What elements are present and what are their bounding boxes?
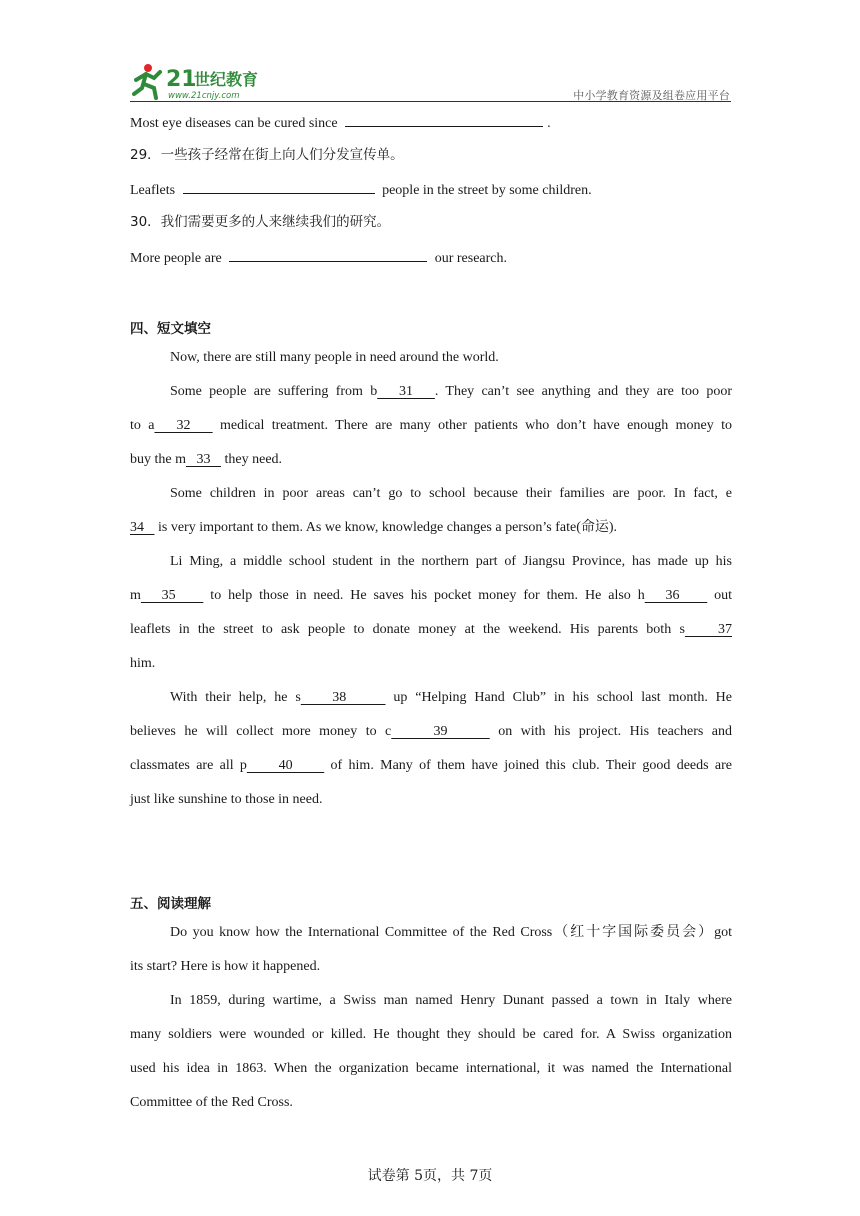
q28-prefix: Most eye diseases can be cured since: [130, 116, 338, 131]
section5-passage: [130, 923, 732, 1127]
q29-blank[interactable]: [183, 179, 375, 194]
answer-blank[interactable]: 33: [186, 452, 221, 467]
passage-row: Some people are suffering from b 31 . They can’t see anything and they are too poor: [170, 384, 732, 399]
passage-row: believes he will collect more money to c 39 on with his project. His teachers and: [130, 724, 732, 739]
platform-name: 中小学教育资源及组卷应用平台: [573, 89, 730, 102]
answer-blank[interactable]: 31: [377, 384, 435, 399]
q28-line: [130, 112, 551, 134]
passage-row: In 1859, during wartime, a Swiss man named Henry Dunant passed a town in Italy where: [170, 993, 732, 1008]
passage-row: Committee of the Red Cross.: [130, 1095, 293, 1110]
svg-text:世纪教育: 世纪教育: [194, 70, 259, 89]
logo: [130, 60, 270, 102]
q29-prompt: 29．一些孩子经常在街上向人们分发宣传单。: [130, 147, 404, 163]
passage-row: to a 32 medical treatment. There are many other patients who don’t have enough money to: [130, 418, 732, 433]
passage-row: just like sunshine to those in need.: [130, 792, 323, 807]
svg-text:21: 21: [166, 67, 197, 92]
q30-prefix: More people are: [130, 251, 222, 266]
section5-title: 五、阅读理解: [130, 896, 211, 912]
answer-blank[interactable]: 36: [644, 588, 708, 603]
svg-text:www.21cnjy.com: www.21cnjy.com: [168, 91, 240, 101]
q28-suffix: .: [547, 116, 551, 131]
q30-suffix: our research.: [434, 251, 508, 266]
q30-line: [130, 247, 507, 269]
passage-row: classmates are all p 40 of him. Many of them have joined this club. Their good deeds are: [130, 758, 733, 773]
passage-row: Do you know how the International Committee of the Red Cross（红十字国际委员会）got: [170, 925, 732, 940]
answer-blank[interactable]: 39: [391, 724, 490, 739]
answer-blank[interactable]: 40: [246, 758, 325, 773]
answer-blank[interactable]: 32: [154, 418, 213, 433]
q30-prompt: 30．我们需要更多的人来继续我们的研究。: [130, 214, 391, 230]
passage-row: many soldiers were wounded or killed. He thought they should be cared for. A Swiss organization: [130, 1027, 732, 1042]
q29-suffix: people in the street by some children.: [382, 183, 592, 198]
passage-row: leaflets in the street to ask people to donate money at the weekend. His parents both s 37: [130, 622, 733, 637]
passage-row: m 35 to help those in need. He saves his pocket money for them. He also h 36 out: [130, 588, 733, 603]
answer-blank[interactable]: 38: [300, 690, 386, 705]
passage-row: With their help, he s 38 up “Helping Hand Club” in his school last month. He: [170, 690, 732, 705]
passage-row: buy the m 33 they need.: [130, 452, 283, 467]
passage-row: 34 is very important to them. As we know, knowledge changes a person’s fate(命运).: [130, 520, 618, 535]
answer-blank[interactable]: 37: [684, 622, 733, 637]
answer-blank[interactable]: 35: [140, 588, 204, 603]
passage-row: him.: [130, 656, 156, 671]
q29-line: [130, 179, 592, 201]
logo-runner-icon: [130, 60, 270, 102]
q30-blank[interactable]: [229, 247, 427, 262]
section4-title: 四、短文填空: [130, 321, 211, 337]
page-number: 试卷第 5页，共 7页: [367, 1168, 493, 1184]
passage-row: used his idea in 1863. When the organization became international, it was named the International: [130, 1061, 732, 1076]
passage-row: Now, there are still many people in need around the world.: [170, 350, 499, 365]
section4-passage: [130, 348, 732, 824]
q29-prefix: Leaflets: [130, 183, 176, 198]
passage-row: Some children in poor areas can’t go to school because their families are poor. In fact, e: [170, 486, 732, 501]
header-divider: [130, 101, 731, 102]
passage-row: its start? Here is how it happened.: [130, 959, 321, 974]
q28-blank[interactable]: [345, 112, 543, 127]
page-header: [130, 60, 730, 102]
answer-blank[interactable]: 34: [130, 520, 155, 535]
passage-row: Li Ming, a middle school student in the northern part of Jiangsu Province, has made up his: [170, 554, 732, 569]
